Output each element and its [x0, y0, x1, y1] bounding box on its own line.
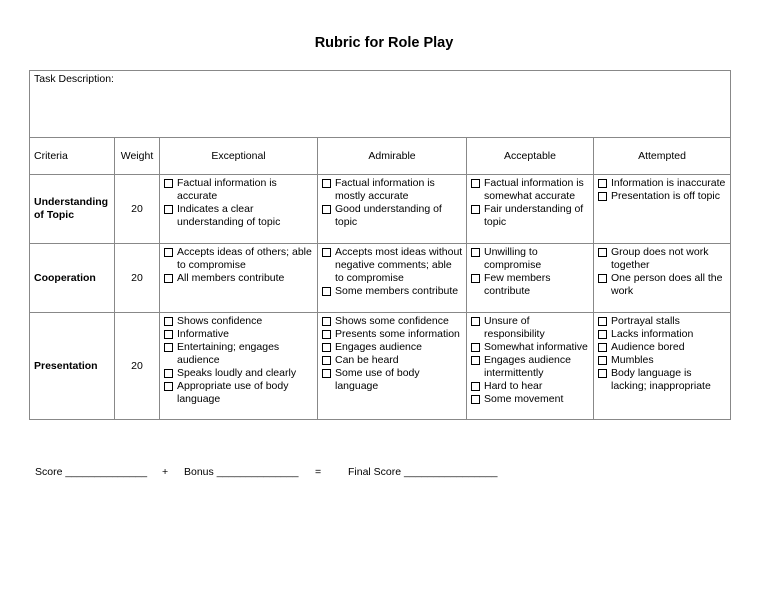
criteria-cell: Presentation — [30, 313, 115, 420]
checkbox-icon[interactable] — [471, 274, 480, 283]
final-score-label: Final Score ________________ — [348, 466, 498, 478]
header-acceptable: Acceptable — [467, 138, 594, 175]
checkbox-icon[interactable] — [471, 343, 480, 352]
descriptor-list — [318, 313, 466, 395]
checkbox-icon[interactable] — [598, 317, 607, 326]
descriptor-item — [598, 354, 727, 367]
descriptor-text: Presentation is off topic — [611, 190, 720, 202]
header-admirable: Admirable — [318, 138, 467, 175]
header-row — [30, 138, 731, 175]
table-row — [30, 244, 731, 313]
checkbox-icon[interactable] — [471, 395, 480, 404]
task-description-cell — [30, 71, 731, 138]
header-attempted: Attempted — [594, 138, 731, 175]
descriptor-text: Accepts ideas of others; able to compromise — [177, 246, 312, 271]
descriptor-item — [164, 328, 314, 341]
checkbox-icon[interactable] — [164, 317, 173, 326]
equals-sign: = — [315, 466, 322, 478]
checkbox-icon[interactable] — [322, 330, 331, 339]
checkbox-icon[interactable] — [164, 179, 173, 188]
descriptor-text: Accepts most ideas without negative comments; able to compromise — [335, 246, 463, 284]
descriptor-text: Body language is lacking; inappropriate — [611, 367, 711, 392]
descriptor-text: Speaks loudly and clearly — [177, 367, 297, 379]
descriptor-list — [467, 175, 593, 231]
checkbox-icon[interactable] — [322, 287, 331, 296]
descriptor-item — [598, 190, 727, 203]
descriptor-text: Lacks information — [611, 328, 694, 340]
descriptor-item — [322, 315, 463, 328]
task-description-label: Task Description: — [34, 73, 114, 85]
checkbox-icon[interactable] — [598, 274, 607, 283]
descriptor-cell-admirable — [318, 175, 467, 244]
descriptor-item — [164, 203, 314, 229]
score-label: Score ______________ — [35, 466, 148, 478]
checkbox-icon[interactable] — [322, 343, 331, 352]
criteria-cell: Understanding of Topic — [30, 175, 115, 244]
descriptor-item — [471, 203, 590, 229]
checkbox-icon[interactable] — [164, 205, 173, 214]
bonus-label: Bonus ______________ — [184, 466, 299, 478]
weight-cell: 20 — [115, 244, 160, 313]
descriptor-item — [598, 328, 727, 341]
descriptor-list — [467, 313, 593, 408]
descriptor-item — [471, 393, 590, 406]
checkbox-icon[interactable] — [471, 248, 480, 257]
criteria-cell: Cooperation — [30, 244, 115, 313]
checkbox-icon[interactable] — [598, 179, 607, 188]
descriptor-text: Unwilling to compromise — [484, 246, 542, 271]
descriptor-list — [594, 244, 730, 300]
descriptor-item — [598, 341, 727, 354]
descriptor-text: Factual information is somewhat accurate — [484, 177, 584, 202]
descriptor-item — [471, 272, 590, 298]
checkbox-icon[interactable] — [164, 274, 173, 283]
descriptor-list — [160, 244, 317, 287]
checkbox-icon[interactable] — [322, 248, 331, 257]
descriptor-item — [322, 328, 463, 341]
checkbox-icon[interactable] — [164, 382, 173, 391]
descriptor-item — [322, 177, 463, 203]
descriptor-item — [164, 272, 314, 285]
descriptor-item — [322, 246, 463, 285]
descriptor-list — [594, 313, 730, 395]
descriptor-text: Good understanding of topic — [335, 203, 442, 228]
descriptor-cell-attempted — [594, 313, 731, 420]
descriptor-text: Portrayal stalls — [611, 315, 680, 327]
descriptor-item — [598, 177, 727, 190]
descriptor-item — [322, 341, 463, 354]
descriptor-cell-exceptional — [160, 313, 318, 420]
descriptor-item — [471, 354, 590, 380]
checkbox-icon[interactable] — [322, 317, 331, 326]
descriptor-list — [318, 175, 466, 231]
descriptor-text: Some movement — [484, 393, 564, 405]
checkbox-icon[interactable] — [598, 356, 607, 365]
descriptor-text: Few members contribute — [484, 272, 551, 297]
descriptor-text: Shows some confidence — [335, 315, 449, 327]
descriptor-item — [164, 341, 314, 367]
descriptor-item — [322, 367, 463, 393]
checkbox-icon[interactable] — [598, 248, 607, 257]
checkbox-icon[interactable] — [322, 179, 331, 188]
descriptor-text: Indicates a clear understanding of topic — [177, 203, 281, 228]
rubric-table — [29, 70, 731, 420]
descriptor-item — [322, 203, 463, 229]
descriptor-text: Entertaining; engages audience — [177, 341, 280, 366]
descriptor-cell-exceptional — [160, 244, 318, 313]
descriptor-text: Hard to hear — [484, 380, 543, 392]
checkbox-icon[interactable] — [598, 192, 607, 201]
descriptor-item — [164, 246, 314, 272]
descriptor-item — [164, 315, 314, 328]
descriptor-cell-attempted — [594, 244, 731, 313]
descriptor-text: Presents some information — [335, 328, 460, 340]
descriptor-item — [471, 315, 590, 341]
header-criteria: Criteria — [30, 138, 115, 175]
descriptor-text: Factual information is mostly accurate — [335, 177, 435, 202]
descriptor-item — [471, 341, 590, 354]
descriptor-list — [594, 175, 730, 205]
descriptor-cell-acceptable — [467, 175, 594, 244]
descriptor-item — [164, 380, 314, 406]
descriptor-cell-admirable — [318, 244, 467, 313]
descriptor-list — [467, 244, 593, 300]
plus-sign: + — [162, 466, 169, 478]
descriptor-item — [471, 177, 590, 203]
descriptor-item — [322, 354, 463, 367]
table-row — [30, 313, 731, 420]
descriptor-item — [598, 246, 727, 272]
descriptor-item — [598, 272, 727, 298]
checkbox-icon[interactable] — [471, 179, 480, 188]
checkbox-icon[interactable] — [471, 205, 480, 214]
checkbox-icon[interactable] — [322, 356, 331, 365]
descriptor-text: Some use of body language — [335, 367, 420, 392]
checkbox-icon[interactable] — [471, 356, 480, 365]
checkbox-icon[interactable] — [598, 343, 607, 352]
descriptor-text: All members contribute — [177, 272, 285, 284]
checkbox-icon[interactable] — [322, 205, 331, 214]
descriptor-item — [471, 380, 590, 393]
descriptor-text: Some members contribute — [335, 285, 459, 297]
descriptor-list — [318, 244, 466, 300]
checkbox-icon[interactable] — [471, 382, 480, 391]
descriptor-text: Factual information is accurate — [177, 177, 277, 202]
descriptor-cell-attempted — [594, 175, 731, 244]
descriptor-text: Group does not work together — [611, 246, 709, 271]
descriptor-item — [598, 367, 727, 393]
descriptor-list — [160, 175, 317, 231]
weight-cell: 20 — [115, 175, 160, 244]
descriptor-text: One person does all the work — [611, 272, 723, 297]
descriptor-list — [160, 313, 317, 408]
descriptor-text: Informative — [177, 328, 229, 340]
descriptor-text: Appropriate use of body language — [177, 380, 289, 405]
descriptor-item — [471, 246, 590, 272]
descriptor-text: Unsure of responsibility — [484, 315, 545, 340]
weight-cell: 20 — [115, 313, 160, 420]
descriptor-text: Somewhat informative — [484, 341, 588, 353]
descriptor-text: Engages audience intermittently — [484, 354, 571, 379]
header-exceptional: Exceptional — [160, 138, 318, 175]
descriptor-text: Fair understanding of topic — [484, 203, 584, 228]
checkbox-icon[interactable] — [598, 330, 607, 339]
table-row — [30, 175, 731, 244]
descriptor-cell-exceptional — [160, 175, 318, 244]
descriptor-item — [164, 367, 314, 380]
descriptor-cell-acceptable — [467, 313, 594, 420]
descriptor-text: Shows confidence — [177, 315, 263, 327]
checkbox-icon[interactable] — [164, 369, 173, 378]
descriptor-text: Can be heard — [335, 354, 399, 366]
descriptor-cell-acceptable — [467, 244, 594, 313]
descriptor-item — [164, 177, 314, 203]
checkbox-icon[interactable] — [598, 369, 607, 378]
descriptor-text: Mumbles — [611, 354, 654, 366]
descriptor-text: Engages audience — [335, 341, 422, 353]
header-weight: Weight — [115, 138, 160, 175]
checkbox-icon[interactable] — [164, 330, 173, 339]
checkbox-icon[interactable] — [471, 317, 480, 326]
descriptor-text: Information is inaccurate — [611, 177, 726, 189]
page-title: Rubric for Role Play — [314, 35, 454, 51]
descriptor-cell-admirable — [318, 313, 467, 420]
checkbox-icon[interactable] — [164, 343, 173, 352]
descriptor-text: Audience bored — [611, 341, 685, 353]
checkbox-icon[interactable] — [164, 248, 173, 257]
descriptor-item — [322, 285, 463, 298]
descriptor-item — [598, 315, 727, 328]
checkbox-icon[interactable] — [322, 369, 331, 378]
